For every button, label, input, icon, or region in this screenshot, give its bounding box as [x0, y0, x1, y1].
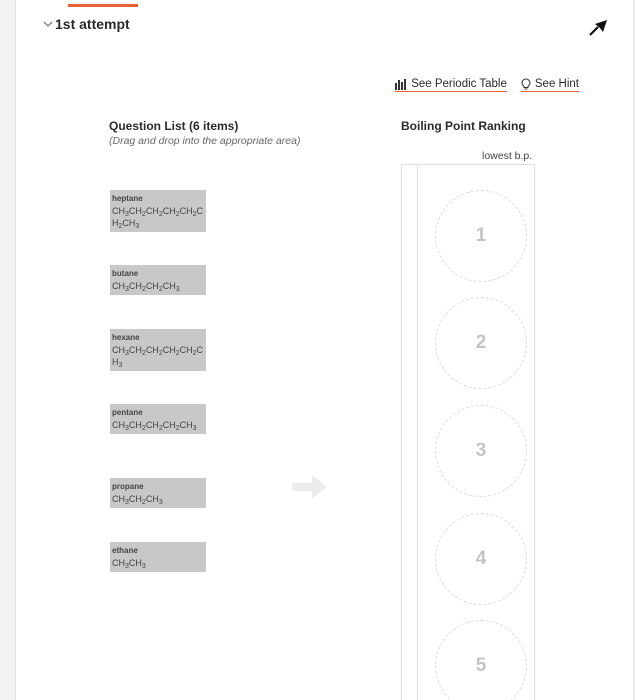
- question-list-instructions: (Drag and drop into the appropriate area): [109, 135, 301, 147]
- attempt-label: 1st attempt: [55, 16, 130, 32]
- lowest-bp-label: lowest b.p.: [482, 150, 533, 162]
- see-hint-link[interactable]: [521, 78, 579, 92]
- rank-slot-3[interactable]: 3: [435, 405, 527, 497]
- see-periodic-table-link[interactable]: [395, 78, 507, 92]
- lightbulb-icon: [521, 78, 531, 90]
- item-name: propane: [112, 482, 144, 491]
- attempt-panel: [15, 0, 634, 700]
- rank-slot-2[interactable]: 2: [435, 297, 527, 389]
- ranking-divider: [417, 165, 418, 700]
- ranking-drop-area[interactable]: [401, 164, 535, 700]
- draggable-item-heptane[interactable]: [110, 190, 206, 232]
- draggable-item-propane[interactable]: [110, 478, 206, 508]
- item-formula: $CH_3CH_2CH_2CH_2CH_2CH_2CH_3$: [112, 206, 204, 230]
- rank-slot-1[interactable]: 1: [435, 190, 527, 282]
- attempt-toggle[interactable]: [42, 16, 130, 32]
- draggable-item-butane[interactable]: [110, 265, 206, 295]
- draggable-item-hexane[interactable]: [110, 329, 206, 371]
- draggable-item-pentane[interactable]: [110, 404, 206, 434]
- draggable-item-ethane[interactable]: [110, 542, 206, 572]
- chevron-down-icon: [42, 18, 54, 30]
- periodic-table-label: See Periodic Table: [411, 78, 507, 90]
- ranking-title: Boiling Point Ranking: [401, 119, 526, 133]
- rank-slot-5[interactable]: 5: [435, 620, 527, 700]
- item-name: butane: [112, 269, 139, 278]
- item-name: pentane: [112, 408, 143, 417]
- item-formula: $CH_3CH_3$: [112, 558, 146, 570]
- item-name: hexane: [112, 333, 140, 342]
- item-formula: $CH_3CH_2CH_3$: [112, 494, 163, 506]
- item-name: ethane: [112, 546, 138, 555]
- periodic-table-icon: [395, 79, 407, 90]
- rank-slot-4[interactable]: 4: [435, 513, 527, 605]
- hint-label: See Hint: [534, 78, 579, 90]
- tool-links: [395, 78, 579, 92]
- collapse-pin-icon[interactable]: [588, 16, 610, 36]
- item-formula: $CH_3CH_2CH_2CH_3$: [112, 281, 180, 293]
- arrow-right-icon: [292, 474, 328, 500]
- active-tab-indicator: [68, 4, 138, 7]
- item-formula: $CH_3CH_2CH_2CH_2CH_2CH_3$: [112, 345, 204, 369]
- question-list-title: Question List (6 items): [109, 119, 239, 133]
- item-formula: $CH_3CH_2CH_2CH_2CH_3$: [112, 420, 197, 432]
- item-name: heptane: [112, 194, 143, 203]
